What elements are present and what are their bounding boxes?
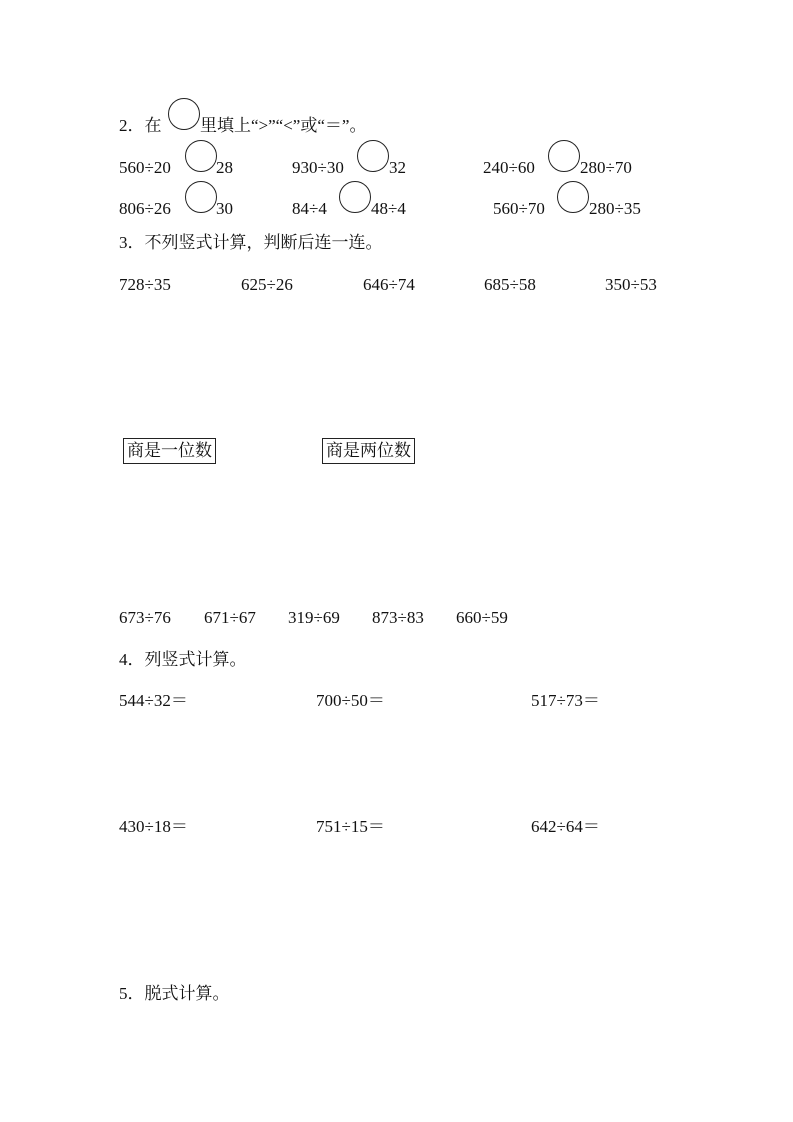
q2-r1c1-right: 28 xyxy=(216,158,233,177)
q3-bottom-expression[interactable]: 319÷69 xyxy=(288,608,340,627)
q3-top-expression[interactable]: 625÷26 xyxy=(241,275,293,294)
q4-title: 4．列竖式计算。 xyxy=(119,650,247,669)
q3-bottom-expression[interactable]: 671÷67 xyxy=(204,608,256,627)
q2-r1c3-left: 240÷60 xyxy=(483,158,535,177)
q2-r2c2-left: 84÷4 xyxy=(292,199,327,218)
q4-problem: 751÷15＝ xyxy=(316,817,385,836)
q2-r1c2-left: 930÷30 xyxy=(292,158,344,177)
q2-r2c1-right: 30 xyxy=(216,199,233,218)
q3-top-expression[interactable]: 728÷35 xyxy=(119,275,171,294)
q3-title: 3．不列竖式计算，判断后连一连。 xyxy=(119,233,383,252)
q4-problem: 642÷64＝ xyxy=(531,817,600,836)
q3-top-expression[interactable]: 646÷74 xyxy=(363,275,415,294)
q3-top-expression[interactable]: 685÷58 xyxy=(484,275,536,294)
q2-r2c3-right: 280÷35 xyxy=(589,199,641,218)
q4-problem: 700÷50＝ xyxy=(316,691,385,710)
single-digit-quotient-box[interactable]: 商是一位数 xyxy=(123,438,216,464)
comparison-circle-r2c1[interactable] xyxy=(185,181,217,213)
q2-prefix: 2．在 xyxy=(119,116,162,135)
q4-problem: 430÷18＝ xyxy=(119,817,188,836)
q3-top-expression[interactable]: 350÷53 xyxy=(605,275,657,294)
q2-r2c3-left: 560÷70 xyxy=(493,199,545,218)
comparison-circle-r1c2[interactable] xyxy=(357,140,389,172)
q3-bottom-expression[interactable]: 673÷76 xyxy=(119,608,171,627)
comparison-circle-r2c3[interactable] xyxy=(557,181,589,213)
q3-bottom-expression[interactable]: 873÷83 xyxy=(372,608,424,627)
q2-r1c2-right: 32 xyxy=(389,158,406,177)
q2-instruction: 里填上“>”“<”或“＝”。 xyxy=(200,116,367,135)
q2-r2c1-left: 806÷26 xyxy=(119,199,171,218)
comparison-circle-r1c3[interactable] xyxy=(548,140,580,172)
q3-bottom-expression[interactable]: 660÷59 xyxy=(456,608,508,627)
q2-r2c2-right: 48÷4 xyxy=(371,199,406,218)
q2-r1c1-left: 560÷20 xyxy=(119,158,171,177)
comparison-circle-r1c1[interactable] xyxy=(185,140,217,172)
q4-problem: 544÷32＝ xyxy=(119,691,188,710)
q4-problem: 517÷73＝ xyxy=(531,691,600,710)
comparison-circle-r2c2[interactable] xyxy=(339,181,371,213)
q5-title: 5．脱式计算。 xyxy=(119,984,230,1003)
q2-r1c3-right: 280÷70 xyxy=(580,158,632,177)
comparison-circle-example xyxy=(168,98,200,130)
two-digit-quotient-box[interactable]: 商是两位数 xyxy=(322,438,415,464)
